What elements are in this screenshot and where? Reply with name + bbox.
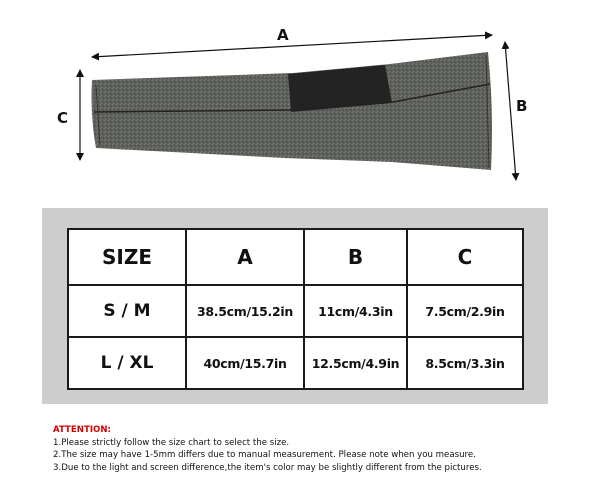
size-label: L / XL — [68, 337, 186, 389]
dimension-c-label: C — [57, 109, 69, 127]
dimension-b-arrow — [505, 42, 516, 180]
note-item: 3.Due to the light and screen difference,the item's color may be slightly different from the pictures. — [53, 462, 482, 473]
attention-notes — [53, 424, 482, 474]
table-header-row — [68, 229, 523, 285]
attention-title: ATTENTION: — [53, 425, 111, 435]
table-row — [68, 285, 523, 337]
value-c: 8.5cm/3.3in — [407, 337, 523, 389]
value-a: 38.5cm/15.2in — [186, 285, 304, 337]
size-label: S / M — [68, 285, 186, 337]
header-a: A — [186, 229, 304, 285]
note-item: 1.Please strictly follow the size chart to select the size. — [53, 437, 290, 448]
arm-sleeve-illustration — [0, 0, 590, 200]
product-diagram — [0, 0, 590, 200]
size-chart-table — [67, 228, 524, 390]
header-b: B — [304, 229, 407, 285]
dimension-a-arrow — [92, 35, 492, 57]
value-b: 11cm/4.3in — [304, 285, 407, 337]
value-a: 40cm/15.7in — [186, 337, 304, 389]
value-c: 7.5cm/2.9in — [407, 285, 523, 337]
value-b: 12.5cm/4.9in — [304, 337, 407, 389]
header-size: SIZE — [68, 229, 186, 285]
header-c: C — [407, 229, 523, 285]
note-item: 2.The size may have 1-5mm differs due to manual measurement. Please note when you measure. — [53, 450, 476, 460]
dimension-a-label: A — [277, 26, 289, 44]
table-row — [68, 337, 523, 389]
dimension-b-label: B — [516, 97, 528, 115]
